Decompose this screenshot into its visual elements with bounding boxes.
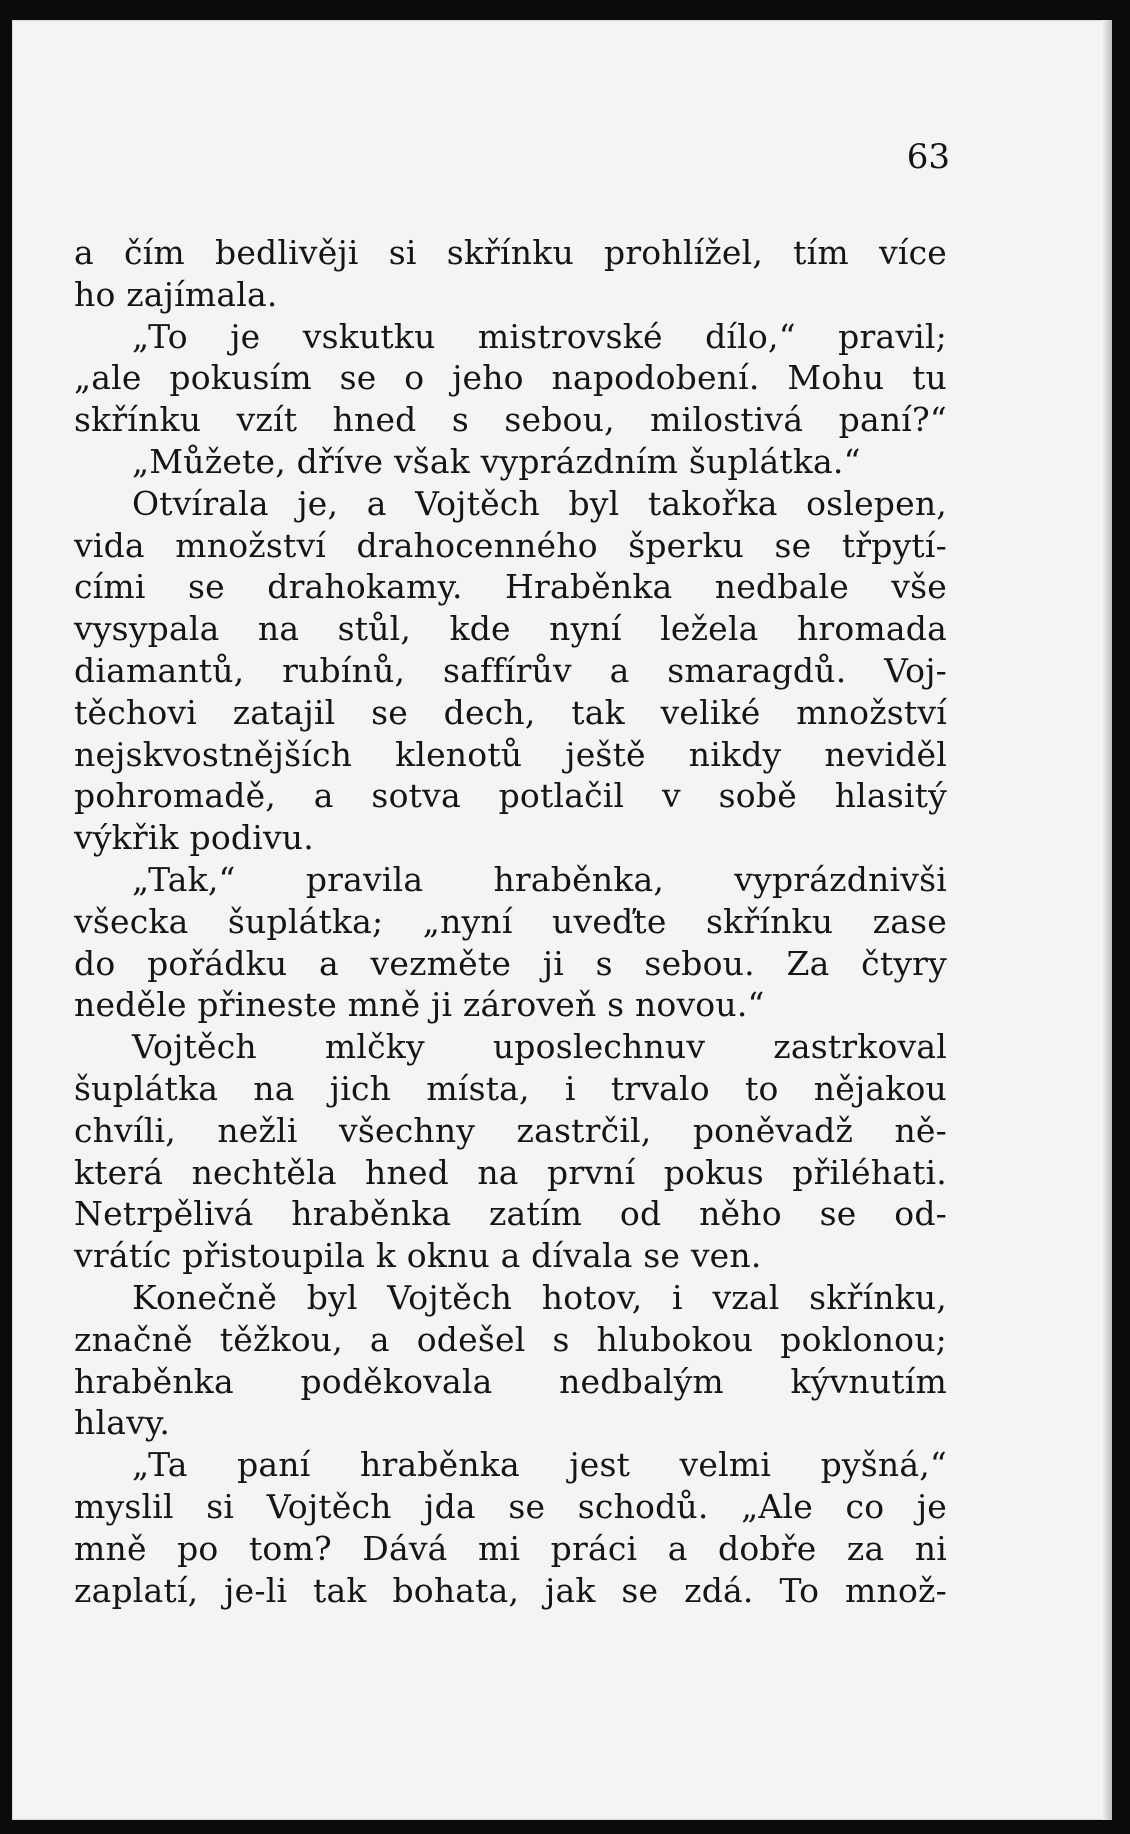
text-line: vida množství drahocenného šperku se třpytí- (74, 525, 947, 565)
text-line: Netrpělivá hraběnka zatím od něho se od- (74, 1194, 947, 1234)
text-line: „To je vskutku mistrovské dílo,“ pravil; (132, 316, 947, 356)
text-line: která nechtěla hned na první pokus přiléhati. (74, 1152, 947, 1192)
text-line: „Tak,“ pravila hraběnka, vyprázdnivši (132, 859, 947, 899)
text-line: chvíli, nežli všechny zastrčil, poněvadž ně- (74, 1110, 947, 1150)
text-line: mně po tom? Dává mi práci a dobře za ni (74, 1528, 947, 1568)
text-line: do pořádku a vezměte ji s sebou. Za čtyry (74, 943, 947, 983)
text-line: nejskvostnějších klenotů ještě nikdy neviděl (74, 734, 947, 774)
text-line: výkřik podivu. (74, 818, 314, 858)
text-line: značně těžkou, a odešel s hlubokou poklonou; (74, 1319, 947, 1359)
text-line: hlavy. (74, 1403, 171, 1443)
text-line: a čím bedlivěji si skřínku prohlížel, tím více (74, 233, 947, 272)
text-line: „Ta paní hraběnka jest velmi pyšná,“ (132, 1445, 947, 1485)
text-line: zaplatí, je-li tak bohata, jak se zdá. To množ- (74, 1570, 947, 1610)
text-line: pohromadě, a sotva potlačil v sobě hlasitý (74, 776, 947, 816)
text-line: diamantů, rubínů, saffírův a smaragdů. Voj- (74, 650, 947, 690)
text-line: cími se drahokamy. Hraběnka nedbale vše (74, 567, 947, 607)
text-line: všecka šuplátka; „nyní uveďte skřínku zase (74, 901, 947, 941)
page-edge (1102, 20, 1112, 1820)
text-line: ho zajímala. (74, 274, 278, 314)
text-line: vrátíc přistoupila k oknu a dívala se ven. (74, 1236, 762, 1276)
text-line: hraběnka poděkovala nedbalým kývnutím (74, 1361, 947, 1401)
book-page (12, 20, 1112, 1820)
text-line: skřínku vzít hned s sebou, milostivá paní?“ (74, 400, 947, 440)
body-text (74, 232, 947, 1611)
text-line: Konečně byl Vojtěch hotov, i vzal skřínku, (132, 1277, 947, 1317)
text-line: neděle přineste mně ji zároveň s novou.“ (74, 985, 765, 1025)
text-line: „Můžete, dříve však vyprázdním šuplátka.“ (132, 441, 861, 481)
text-line: těchovi zatajil se dech, tak veliké množství (74, 692, 947, 732)
page-number: 63 (906, 137, 950, 177)
text-line: myslil si Vojtěch jda se schodů. „Ale co je (74, 1486, 947, 1526)
text-line: vysypala na stůl, kde nyní ležela hromada (74, 609, 947, 649)
text-line: Otvírala je, a Vojtěch byl takořka oslepen, (132, 483, 947, 523)
text-line: Vojtěch mlčky uposlechnuv zastrkoval (132, 1027, 947, 1067)
text-line: šuplátka na jich místa, i trvalo to nějakou (74, 1068, 947, 1108)
text-line: „ale pokusím se o jeho napodobení. Mohu tu (74, 358, 947, 398)
